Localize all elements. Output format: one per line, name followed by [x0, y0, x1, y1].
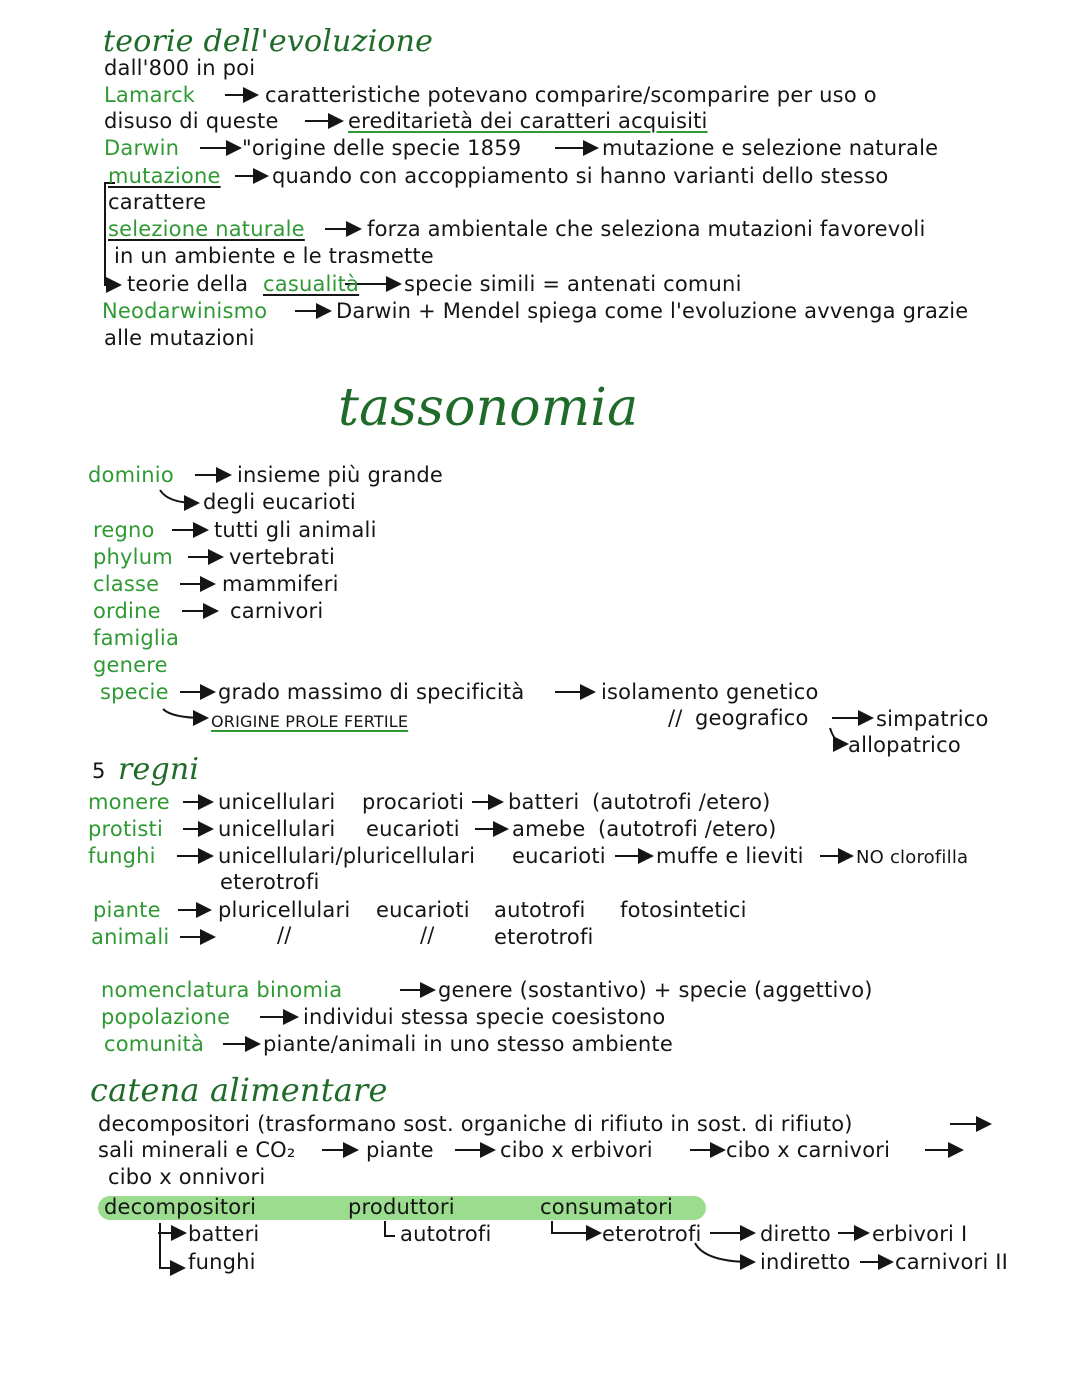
specie-isolamento: isolamento genetico [601, 680, 819, 704]
monere-d: (autotrofi /etero) [592, 790, 771, 814]
nomenclatura-text: genere (sostantivo) + specie (aggettivo) [438, 978, 873, 1002]
chain-eterotrofi: eterotrofi [602, 1222, 702, 1246]
chain-indiretto: indiretto [760, 1250, 851, 1274]
animali-ditto-1: // [277, 923, 292, 947]
piante-b: eucarioti [376, 898, 470, 922]
kingdoms-heading-number: 5 [92, 759, 106, 783]
food-chain-piante: piante [366, 1138, 434, 1162]
piante-term: piante [93, 898, 161, 922]
funghi-b: eucarioti [512, 844, 606, 868]
neodarwinismo-text-2: alle mutazioni [104, 326, 255, 350]
food-chain-onnivori: cibo x onnivori [108, 1165, 266, 1189]
food-chain-line-1: decompositori (trasformano sost. organiche di rifiuto in sost. di rifiuto) [98, 1112, 853, 1136]
chain-decompositori: decompositori [104, 1195, 257, 1219]
mutazione-term: mutazione [108, 164, 221, 188]
neodarwinismo-term: Neodarwinismo [102, 299, 268, 323]
funghi-c: muffe e lieviti [656, 844, 804, 868]
monere-term: monere [88, 790, 170, 814]
famiglia-term: famiglia [93, 626, 180, 650]
lamarck-text: caratteristiche potevano comparire/scomparire per uso o [265, 83, 877, 107]
specie-simpatrico: simpatrico [876, 707, 989, 731]
chain-diretto: diretto [760, 1222, 831, 1246]
dominio-text: insieme più grande [237, 463, 444, 487]
comunita-text: piante/animali in uno stesso ambiente [263, 1032, 673, 1056]
selezione-term: selezione naturale [108, 217, 305, 241]
chain-produttori: produttori [348, 1195, 455, 1219]
classe-term: classe [93, 572, 160, 596]
casualita-text: teorie della [127, 272, 249, 296]
comunita-term: comunità [104, 1032, 205, 1056]
piante-a: pluricellulari [218, 898, 351, 922]
popolazione-term: popolazione [101, 1005, 231, 1029]
specie-origine: ORIGINE PROLE FERTILE [211, 712, 409, 731]
darwin-term: Darwin [104, 136, 180, 160]
piante-c: autotrofi [494, 898, 586, 922]
lamarck-result: ereditarietà dei caratteri acquisiti [348, 109, 708, 133]
selezione-text: forza ambientale che seleziona mutazioni favorevoli [367, 217, 926, 241]
animali-c: eterotrofi [494, 925, 594, 949]
funghi-term: funghi [88, 844, 156, 868]
chain-autotrofi: autotrofi [400, 1222, 492, 1246]
mutazione-text: quando con accoppiamento si hanno varianti dello stesso [272, 164, 889, 188]
specie-text: grado massimo di specificità [218, 680, 525, 704]
protisti-term: protisti [88, 817, 164, 841]
specie-geografico: geografico [695, 706, 809, 730]
darwin-text: "origine delle specie 1859 [242, 136, 522, 160]
popolazione-text: individui stessa specie coesistono [303, 1005, 666, 1029]
funghi-a: unicellulari/pluricellulari [218, 844, 476, 868]
phylum-text: vertebrati [229, 545, 336, 569]
nomenclatura-term: nomenclatura binomia [101, 978, 343, 1002]
evolution-intro: dall'800 in poi [104, 56, 256, 80]
kingdoms-heading: regni [118, 752, 200, 787]
protisti-b: eucarioti [366, 817, 460, 841]
food-chain-carnivori: cibo x carnivori [726, 1138, 891, 1162]
chain-carnivori: carnivori II [895, 1250, 1009, 1274]
selezione-text-2: in un ambiente e le trasmette [114, 244, 434, 268]
ordine-text: carnivori [230, 599, 324, 623]
food-chain-heading: catena alimentare [90, 1071, 388, 1109]
specie-allopatrico: allopatrico [848, 733, 961, 757]
specie-term: specie [100, 680, 169, 704]
food-chain-erbivori: cibo x erbivori [500, 1138, 653, 1162]
monere-a: unicellulari [218, 790, 336, 814]
dominio-term: dominio [88, 463, 174, 487]
monere-b: procarioti [362, 790, 465, 814]
classe-text: mammiferi [222, 572, 339, 596]
animali-ditto-2: // [420, 923, 435, 947]
funghi-d: NO clorofilla [856, 847, 969, 868]
protisti-a: unicellulari [218, 817, 336, 841]
chain-consumatori: consumatori [540, 1195, 674, 1219]
protisti-d: (autotrofi /etero) [598, 817, 777, 841]
mutazione-text-2: carattere [108, 190, 207, 214]
regno-text: tutti gli animali [214, 518, 377, 542]
protisti-c: amebe [512, 817, 586, 841]
animali-term: animali [91, 925, 170, 949]
piante-d: fotosintetici [620, 898, 747, 922]
chain-funghi: funghi [188, 1250, 256, 1274]
evolution-heading: teorie dell'evoluzione [103, 24, 434, 59]
funghi-e: eterotrofi [220, 870, 320, 894]
genere-term: genere [93, 653, 168, 677]
darwin-result: mutazione e selezione naturale [602, 136, 939, 160]
taxonomy-heading: tassonomia [338, 378, 639, 438]
chain-erbivori: erbivori I [872, 1222, 968, 1246]
casualita-result: specie simili = antenati comuni [404, 272, 742, 296]
dominio-sub: degli eucarioti [203, 490, 356, 514]
ordine-term: ordine [93, 599, 161, 623]
monere-c: batteri [508, 790, 580, 814]
chain-batteri: batteri [188, 1222, 260, 1246]
regno-term: regno [93, 518, 155, 542]
neodarwinismo-text: Darwin + Mendel spiega come l'evoluzione avvenga grazie [336, 299, 969, 323]
casualita-term: casualità [263, 272, 360, 296]
lamarck-term: Lamarck [104, 83, 196, 107]
food-chain-sali: sali minerali e CO₂ [98, 1138, 296, 1162]
lamarck-text-2: disuso di queste [104, 109, 279, 133]
phylum-term: phylum [93, 545, 173, 569]
specie-ditto: // [668, 706, 683, 730]
